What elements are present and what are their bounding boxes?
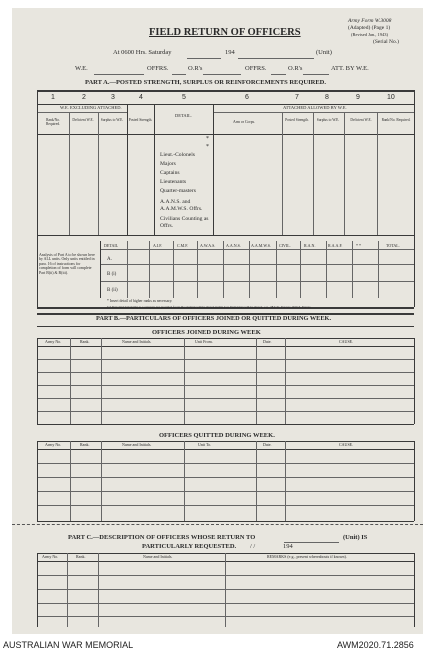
col-number-8: 8 bbox=[325, 94, 329, 101]
analysis-col-ran: R.A.N. bbox=[304, 243, 316, 248]
offrs-label-1: OFFRS. bbox=[147, 65, 169, 72]
joined-col-army-no: Army No. bbox=[45, 339, 62, 344]
rank-lieut-colonels: Lieut.-Colonels bbox=[160, 152, 195, 158]
attached-allowed-label: ATTACHED ALLOWED BY W.E. bbox=[283, 105, 347, 110]
we-label: W.E. bbox=[75, 65, 88, 72]
asterisk-mark: * bbox=[206, 144, 209, 150]
rank-civilians: Civilians Counting as Offrs. bbox=[160, 216, 209, 229]
part-c-col-remarks: REMARKS (e.g., present whereabouts if known). bbox=[267, 554, 347, 559]
footer-institution: AUSTRALIAN WAR MEMORIAL bbox=[3, 640, 134, 650]
analysis-detail-head: DETAIL bbox=[104, 243, 119, 248]
quitted-title: OFFICERS QUITTED DURING WEEK. bbox=[159, 432, 275, 439]
header-unit-label: (Unit) bbox=[316, 49, 332, 56]
analysis-col-civil: CIVIL. bbox=[279, 243, 291, 248]
offrs-line-1 bbox=[172, 74, 186, 75]
header-year: 194 bbox=[225, 49, 235, 56]
part-c-col-name: Name and Initials. bbox=[143, 554, 173, 559]
quitted-col-name: Name and Initials. bbox=[122, 442, 152, 447]
head-detail: DETAIL. bbox=[175, 113, 193, 118]
asterisk-mark: * bbox=[206, 136, 209, 142]
head-deficient-left: Deficient W.E. bbox=[72, 118, 94, 122]
analysis-col-awas: A.W.A.S. bbox=[200, 243, 216, 248]
col-number-5: 5 bbox=[182, 94, 186, 101]
rank-lieutenants: Lieutenants bbox=[160, 179, 187, 185]
archive-footer bbox=[0, 638, 431, 653]
col-number-6: 6 bbox=[245, 94, 249, 101]
quitted-col-date: Date. bbox=[263, 442, 272, 447]
part-c-date-slashes: / / bbox=[250, 543, 256, 550]
quitted-col-unit-to: Unit To. bbox=[198, 442, 212, 447]
quitted-table bbox=[37, 441, 414, 521]
we-line bbox=[94, 74, 144, 75]
part-c-unit-is: (Unit) IS bbox=[343, 534, 368, 541]
joined-col-cause: CAUSE. bbox=[339, 339, 354, 344]
analysis-col-aans: A.A.N.S. bbox=[226, 243, 241, 248]
footnote-other-category: * * Personnel belonging to a category not provided for in the analysis will be shown in this Col. Particulars will be shown, e.g., 38 U.K. Forces; 19 N.Z. Forces. bbox=[107, 305, 312, 309]
offrs-line-2 bbox=[271, 74, 286, 75]
col-number-9: 9 bbox=[356, 94, 360, 101]
part-c-particularly-requested: PARTICULARLY REQUESTED. bbox=[142, 543, 237, 550]
joined-title: OFFICERS JOINED DURING WEEK bbox=[152, 329, 261, 336]
part-b-title-rule bbox=[37, 326, 414, 327]
footnote-higher-ranks: * Insert detail of higher ranks as necessary. bbox=[107, 299, 173, 303]
part-a-title: PART A.—POSTED STRENGTH, SURPLUS OR REINFORCEMENTS REQUIRED. bbox=[85, 79, 326, 86]
quitted-col-rank: Rank. bbox=[80, 442, 90, 447]
head-posted-right: Posted Strength. bbox=[285, 118, 309, 122]
part-c-col-army-no: Army No. bbox=[42, 554, 59, 559]
ors-line-1 bbox=[203, 74, 241, 75]
col-number-3: 3 bbox=[111, 94, 115, 101]
part-b-title: PART B.—PARTICULARS OF OFFICERS JOINED OR QUITTED DURING WEEK. bbox=[96, 315, 332, 322]
part-c-col-rank: Rank. bbox=[76, 554, 86, 559]
ors-line-2 bbox=[303, 74, 329, 75]
rank-aans-aamws: A.A.N.S. and A.A.M.W.S. Offrs. bbox=[160, 199, 203, 212]
header-date-line bbox=[187, 58, 221, 59]
analysis-col-aif: A.I.F. bbox=[153, 243, 163, 248]
analysis-col-total: TOTAL. bbox=[386, 243, 400, 248]
analysis-row-a: A. bbox=[107, 257, 112, 262]
adapted-note: (Adapted) (Page 1) bbox=[348, 25, 391, 31]
serial-number-label: (Serial No.) bbox=[373, 39, 399, 45]
analysis-col-other: * * bbox=[356, 243, 361, 248]
col-number-1: 1 bbox=[51, 94, 55, 101]
quitted-col-cause: CAUSE. bbox=[339, 442, 354, 447]
head-posted-left: Posted Strength. bbox=[128, 118, 153, 122]
offrs-label-2: OFFRS. bbox=[245, 65, 267, 72]
rank-quarter-masters: Quarter-masters bbox=[160, 188, 196, 194]
analysis-col-aamws: A.A.M.W.S. bbox=[251, 243, 271, 248]
we-excluding-attached-label: W.E. EXCLUDING ATTACHED. bbox=[60, 105, 122, 110]
ors-label-1: O.R's bbox=[188, 65, 203, 72]
head-arm-or-corps: Arm or Corps. bbox=[233, 120, 256, 124]
at-hours-line: At 0600 Hrs. Saturday bbox=[113, 49, 172, 56]
col-number-7: 7 bbox=[295, 94, 299, 101]
rank-captains: Captains bbox=[160, 170, 180, 176]
joined-col-date: Date. bbox=[263, 339, 272, 344]
revised-note: (Revised Jan., 1943) bbox=[351, 32, 388, 37]
form-title: FIELD RETURN OF OFFICERS bbox=[149, 27, 301, 38]
part-c-dashed-rule bbox=[12, 524, 423, 525]
rank-majors: Majors bbox=[160, 161, 176, 167]
part-c-title: PART C.—DESCRIPTION OF OFFICERS WHOSE RETURN TO bbox=[68, 534, 256, 541]
analysis-row-b-ii: B (ii) bbox=[107, 288, 118, 293]
col-number-4: 4 bbox=[139, 94, 143, 101]
analysis-row-b-i: B (i) bbox=[107, 272, 117, 277]
army-form-number: Army Form W.3008 bbox=[348, 18, 392, 24]
analysis-col-cmf: C.M.F. bbox=[177, 243, 189, 248]
col-number-2: 2 bbox=[82, 94, 86, 101]
head-deficient-right: Deficient W.E. bbox=[350, 118, 372, 122]
joined-col-unit-from: Unit From. bbox=[195, 339, 213, 344]
joined-col-name: Name and Initials. bbox=[122, 339, 152, 344]
footer-accession-number: AWM2020.71.2856 bbox=[337, 640, 414, 650]
head-rank-required-left: Rank/No. Required. bbox=[45, 118, 61, 126]
col-number-10: 10 bbox=[387, 94, 395, 101]
joined-table bbox=[37, 338, 414, 424]
analysis-note: Analysis of Part A to be shown here by ALL units. Only units entitled in para. 16 of instructions for completion of form will complete Part B(ii) & B(iii). bbox=[39, 253, 95, 275]
header-unit-line bbox=[238, 58, 314, 59]
head-rank-required-right: Rank/No. Required. bbox=[381, 118, 411, 122]
joined-col-rank: Rank. bbox=[80, 339, 90, 344]
head-surplus-left: Surplus to W.E. bbox=[100, 118, 124, 122]
analysis-col-raaf: R.A.A.F. bbox=[328, 243, 343, 248]
att-by-we-label: ATT. BY W.E. bbox=[331, 65, 369, 72]
quitted-col-army-no: Army No. bbox=[45, 442, 62, 447]
part-c-table bbox=[37, 553, 414, 627]
form-sheet bbox=[12, 8, 423, 634]
part-c-year: 194 bbox=[283, 543, 293, 550]
ors-label-2: O.R's bbox=[288, 65, 303, 72]
head-surplus-right: Surplus to W.E. bbox=[316, 118, 340, 122]
